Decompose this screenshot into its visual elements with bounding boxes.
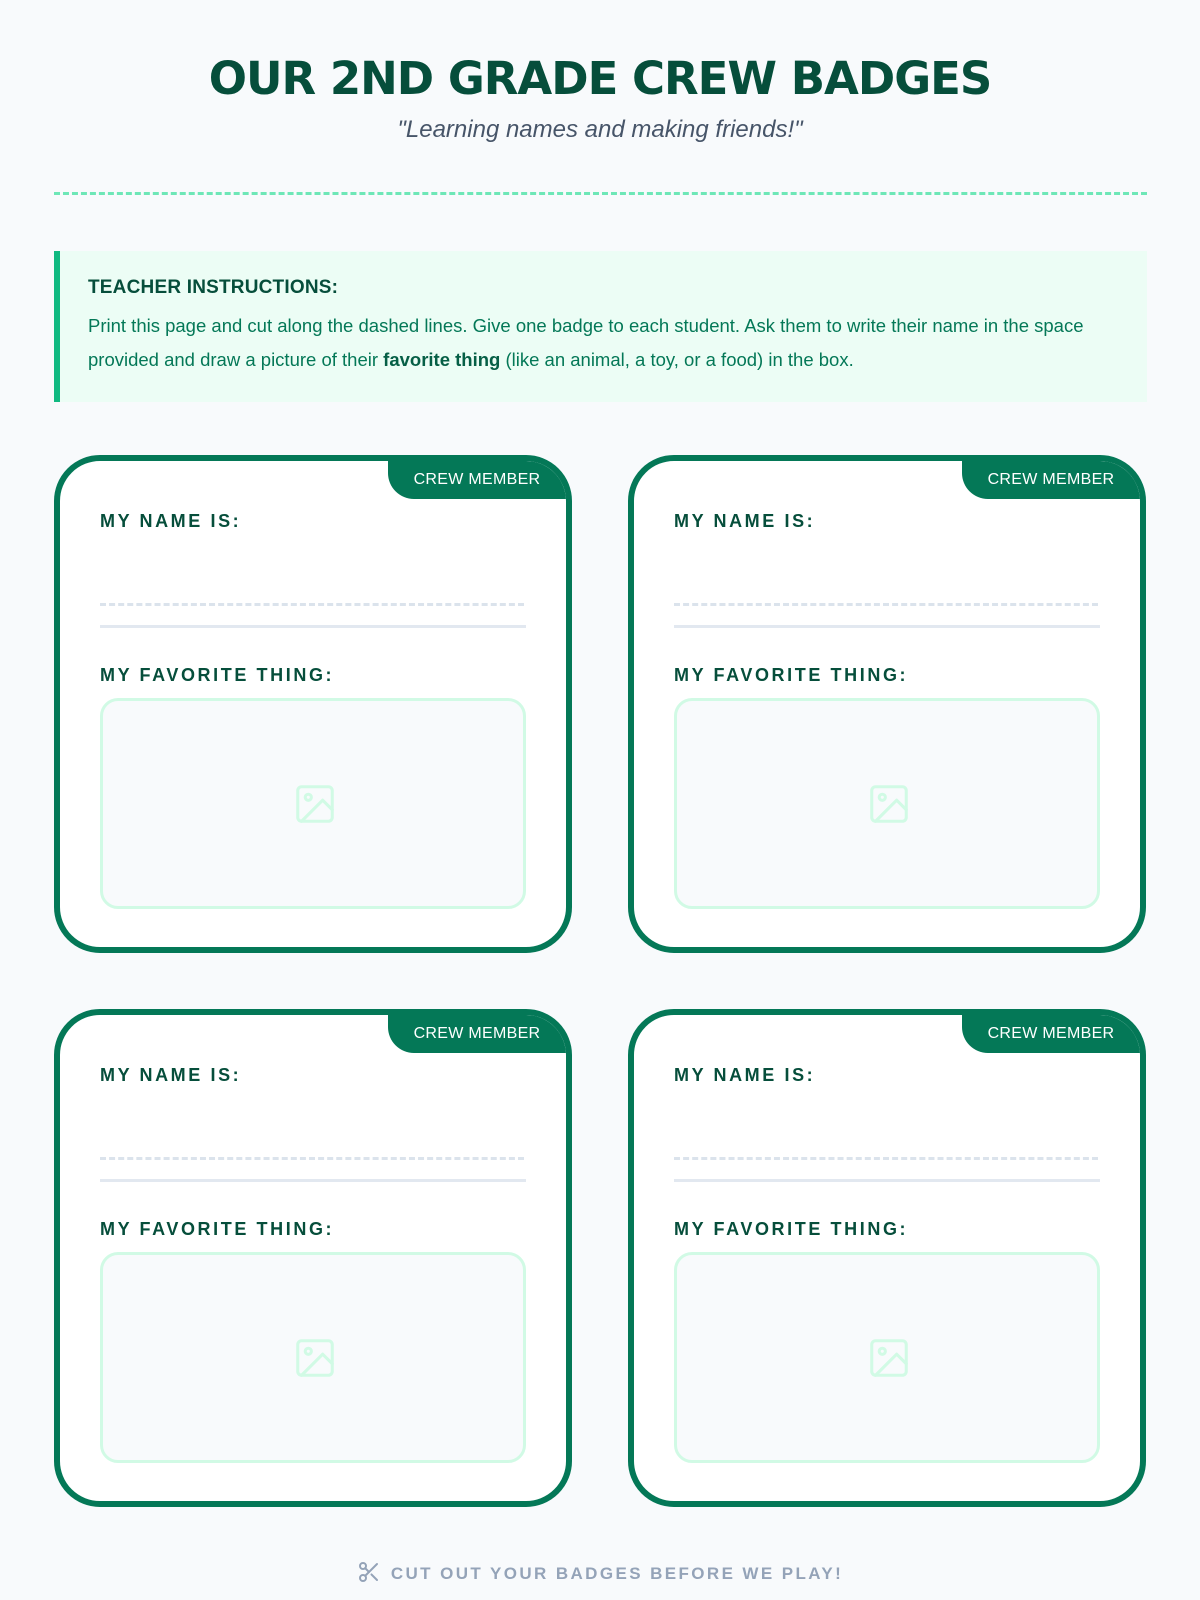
image-placeholder-icon — [292, 781, 338, 827]
drawing-box[interactable] — [100, 1252, 526, 1463]
footer-note — [0, 1560, 1200, 1584]
name-label: MY NAME IS: — [100, 1065, 242, 1085]
image-placeholder-icon — [866, 1335, 912, 1381]
page-subtitle: "Learning names and making friends!" — [397, 116, 803, 143]
name-underline — [674, 625, 1100, 628]
badge-card — [628, 455, 1146, 953]
badge-card — [628, 1009, 1146, 1507]
drawing-box[interactable] — [674, 698, 1100, 909]
crew-member-tag: CREW MEMBER — [962, 1015, 1140, 1053]
crew-member-tag: CREW MEMBER — [962, 461, 1140, 499]
drawing-box[interactable] — [674, 1252, 1100, 1463]
name-write-line[interactable] — [100, 1157, 524, 1160]
cut-divider — [54, 192, 1147, 195]
favorite-thing-label: MY FAVORITE THING: — [674, 1219, 909, 1239]
badge-card — [54, 455, 572, 953]
favorite-thing-label: MY FAVORITE THING: — [100, 665, 335, 685]
name-underline — [674, 1179, 1100, 1182]
image-placeholder-icon — [866, 781, 912, 827]
instructions-highlight: favorite thing — [383, 349, 501, 370]
badge-card — [54, 1009, 572, 1507]
name-label: MY NAME IS: — [674, 1065, 816, 1085]
scissors-icon — [357, 1560, 381, 1584]
instructions-text-start: Print this page and cut along the dashed lines. Give one badge to each student. Ask them to write their name in the space provided and draw a picture of their — [88, 315, 1084, 370]
name-underline — [100, 1179, 526, 1182]
page-title: OUR 2ND GRADE CREW BADGES — [208, 52, 992, 105]
name-label: MY NAME IS: — [674, 511, 816, 531]
footer-text: CUT OUT YOUR BADGES BEFORE WE PLAY! — [390, 1564, 844, 1583]
name-label: MY NAME IS: — [100, 511, 242, 531]
teacher-instructions — [54, 251, 1147, 402]
name-write-line[interactable] — [674, 1157, 1098, 1160]
name-write-line[interactable] — [100, 603, 524, 606]
favorite-thing-label: MY FAVORITE THING: — [674, 665, 909, 685]
image-placeholder-icon — [292, 1335, 338, 1381]
name-underline — [100, 625, 526, 628]
instructions-text — [88, 309, 1119, 377]
instructions-heading: TEACHER INSTRUCTIONS: — [88, 277, 339, 298]
instructions-text-end: (like an animal, a toy, or a food) in the box. — [500, 349, 854, 370]
crew-member-tag: CREW MEMBER — [388, 461, 566, 499]
name-write-line[interactable] — [674, 603, 1098, 606]
drawing-box[interactable] — [100, 698, 526, 909]
crew-member-tag: CREW MEMBER — [388, 1015, 566, 1053]
favorite-thing-label: MY FAVORITE THING: — [100, 1219, 335, 1239]
